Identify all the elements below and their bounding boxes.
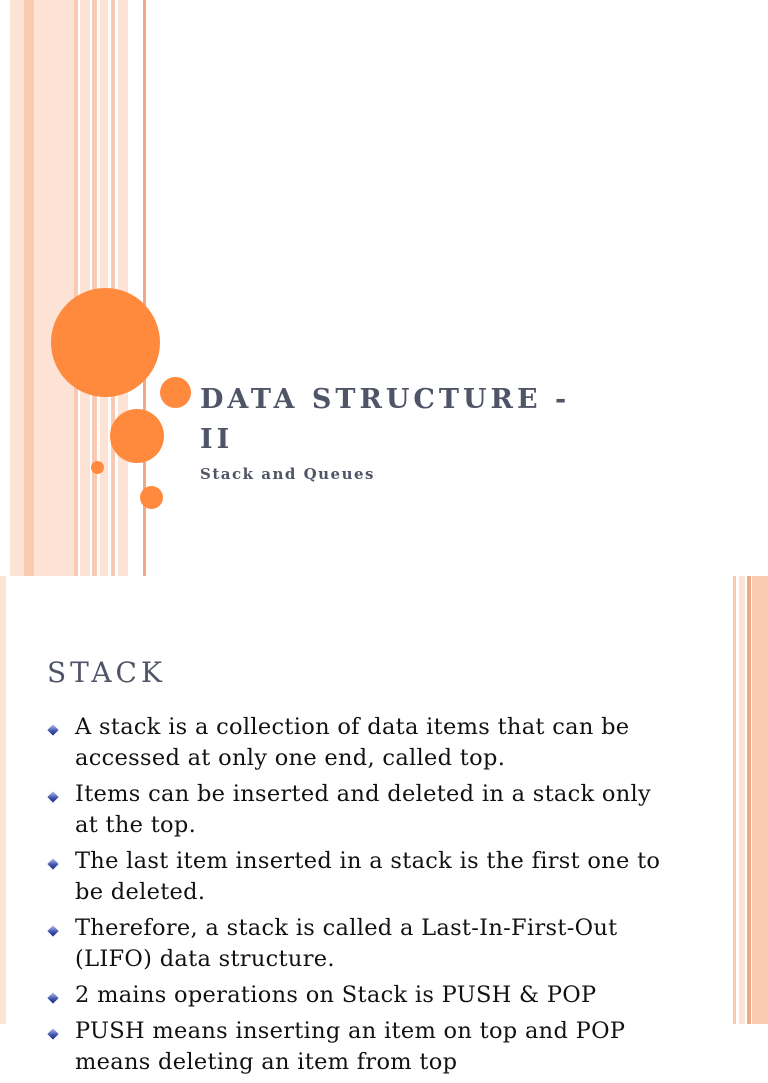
- decor-stripe: [118, 0, 128, 576]
- decor-stripe: [80, 0, 90, 576]
- decor-circle: [160, 377, 191, 408]
- bullet-list: [42, 712, 662, 1083]
- slide-subtitle: Stack and Queues: [200, 465, 375, 483]
- list-item: [42, 913, 662, 975]
- bullet-diamond-icon: [47, 992, 58, 1003]
- list-item: [42, 712, 662, 774]
- decor-stripe: [34, 0, 74, 576]
- list-item: [42, 980, 662, 1011]
- list-item: [42, 846, 662, 908]
- decor-stripe: [74, 0, 78, 576]
- decor-stripe: [0, 576, 6, 1024]
- bullet-diamond-icon: [47, 1028, 58, 1039]
- bullet-text: Therefore, a stack is called a Last-In-First-Out (LIFO) data structure.: [75, 915, 618, 972]
- decor-stripe: [10, 0, 24, 576]
- list-item: [42, 1016, 662, 1078]
- slide-title-line-2: II: [200, 424, 234, 455]
- decor-stripe: [733, 576, 736, 1024]
- bullet-text: Items can be inserted and deleted in a stack only at the top.: [75, 781, 652, 838]
- list-item: [42, 779, 662, 841]
- content-slide: [0, 576, 768, 1075]
- decor-circle: [110, 409, 164, 463]
- decor-stripe: [752, 576, 768, 1024]
- bullet-diamond-icon: [47, 791, 58, 802]
- decor-circle: [140, 486, 163, 509]
- bullet-diamond-icon: [47, 858, 58, 869]
- bullet-text: The last item inserted in a stack is the first one to be deleted.: [75, 848, 661, 905]
- decor-stripe: [739, 576, 745, 1024]
- decor-stripe: [747, 576, 751, 1024]
- slide-title-line-1: DATA STRUCTURE -: [200, 384, 571, 415]
- decor-circle-large: [51, 288, 160, 397]
- decor-circle-tiny: [91, 461, 104, 474]
- bullet-text: PUSH means inserting an item on top and POP means deleting an item from top: [75, 1018, 626, 1075]
- slide-title: STACK: [47, 656, 166, 689]
- bullet-diamond-icon: [47, 925, 58, 936]
- slide-title: [200, 380, 570, 460]
- bullet-diamond-icon: [47, 724, 58, 735]
- bullet-text: A stack is a collection of data items that can be accessed at only one end, called top.: [75, 714, 630, 771]
- decor-stripe: [24, 0, 34, 576]
- bullet-text: 2 mains operations on Stack is PUSH & POP: [75, 982, 597, 1008]
